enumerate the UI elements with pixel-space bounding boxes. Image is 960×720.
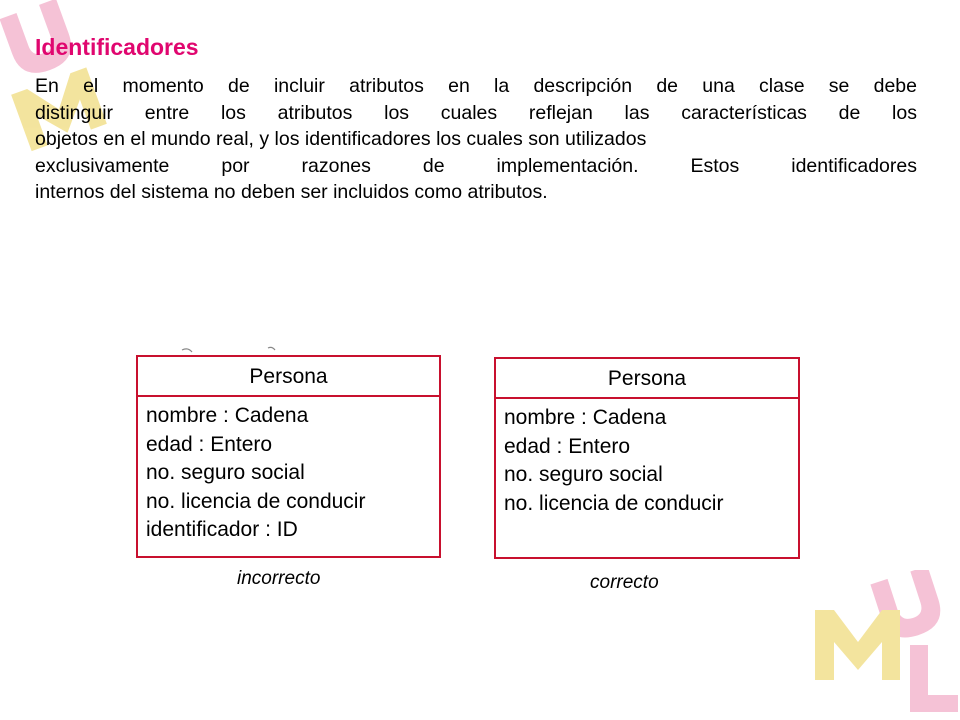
caption-incorrect: incorrecto [237, 568, 321, 589]
paragraph-line: exclusivamente por razones de implementación. Estos identificadores [35, 154, 917, 177]
uml-logo-bottom-right [810, 570, 960, 720]
paragraph-line: internos del sistema no deben ser incluidos como atributos. [35, 181, 548, 203]
class-name: Persona [496, 359, 798, 399]
attribute-item: edad : Entero [504, 434, 631, 458]
attribute-item: nombre : Cadena [504, 406, 667, 429]
body-paragraph [35, 73, 917, 206]
attribute-list [138, 397, 439, 545]
attribute-item: nombre : Cadena [146, 404, 309, 427]
attribute-item: no. licencia de conducir [146, 489, 366, 513]
attribute-item: identificador : ID [146, 518, 298, 541]
attribute-item: no. seguro social [504, 463, 663, 486]
caption-correct: correcto [590, 572, 659, 593]
slide-title: Identificadores [35, 34, 199, 60]
attribute-item: no. seguro social [146, 461, 305, 484]
attribute-list [496, 399, 798, 518]
paragraph-line: distinguir entre los atributos los cuales reflejan las características de los [35, 101, 917, 124]
attribute-item: edad : Entero [146, 432, 273, 456]
paragraph-line: objetos en el mundo real, y los identificadores los cuales son utilizados [35, 128, 647, 150]
uml-class-persona-correct [494, 357, 800, 559]
attribute-item: no. licencia de conducir [504, 491, 724, 515]
class-name: Persona [138, 357, 439, 397]
paragraph-line: En el momento de incluir atributos en la descripción de una clase se debe [35, 75, 917, 97]
uml-class-persona-incorrect [136, 355, 441, 558]
